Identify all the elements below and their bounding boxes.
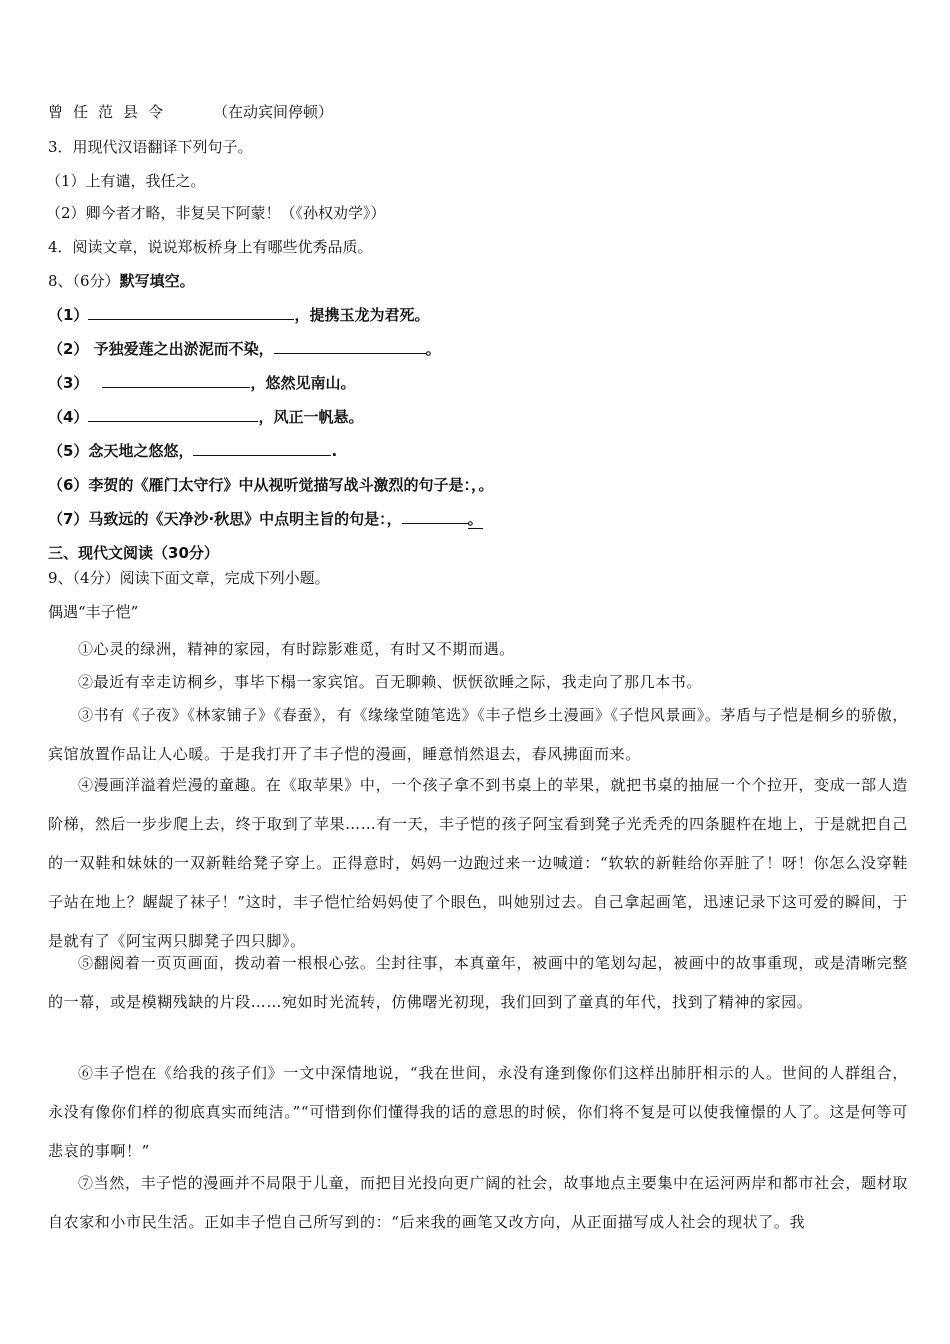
- pre-line: [48, 102, 908, 122]
- q8-item-4: [48, 407, 908, 427]
- answer-blank-1[interactable]: [88, 305, 294, 320]
- q3-item-2: （2）卿今者才略，非复吴下阿蒙！（《孙权劝学》）: [46, 204, 386, 222]
- q8-item-1-suffix: ，提携玉龙为君死。: [294, 306, 430, 324]
- q8-item-5-suffix: .: [331, 442, 338, 460]
- pre-note: （在动宾间停顿）: [213, 103, 334, 121]
- q8-item-1: [48, 305, 908, 325]
- article-paragraph-6: ⑥丰子恺在《给我的孩子们》一文中深情地说，“我在世间，永没有逢到像你们这样出肺肝相示的人。世间的人群组合，永没有像你们样的彻底真实而纯洁。”“可惜到你们懂得我的话的意思的时候，你们将不复是可以使我憧憬的人了。这是何等可悲哀的事啊！”: [48, 1064, 908, 1160]
- q8-title: 默写填空。: [119, 272, 195, 290]
- q8-item-5: [48, 441, 908, 461]
- article-title: 偶遇“丰子恺”: [48, 603, 139, 621]
- q8-item-6-text: （6）李贺的《雁门太守行》中从视听觉描写战斗激烈的句子是：，。: [48, 476, 494, 494]
- answer-blank-2[interactable]: [274, 339, 426, 354]
- pre-phrase: 曾任范县令: [48, 103, 174, 121]
- q8-item-7-suffix: 。: [467, 510, 483, 528]
- article-paragraph-2: ②最近有幸走访桐乡，事毕下榻一家宾馆。百无聊赖、恹恹欲睡之际，我走向了那几本书。: [78, 673, 703, 691]
- q8-item-7: [48, 509, 908, 529]
- q8-item-4-prefix: （4）: [48, 408, 89, 426]
- q8-item-2: [48, 339, 908, 359]
- q8-item-3-prefix: （3）: [48, 374, 89, 392]
- q8-item-2-suffix: 。: [425, 340, 441, 358]
- article-paragraph-4: ④漫画洋溢着烂漫的童趣。在《取苹果》中，一个孩子拿不到书桌上的苹果，就把书桌的抽屉一个个拉开，变成一部人造阶梯，然后一步步爬上去，终于取到了苹果……有一天，丰子恺的孩子阿宝看到凳子光秃秃的四条腿杵在地上，于是就把自己的一双鞋和妹妹的一双新鞋给凳子穿上。正得意时，妈妈一边跑过来一边喊道：“软软的新鞋给你弄脏了！呀！你怎么没穿鞋子站在地上？龌龊了袜子！”这时，丰子恺忙给妈妈使了个眼色，叫她别过去。自己拿起画笔，迅速记录下这可爱的瞬间，于是就有了《阿宝两只脚凳子四只脚》。: [48, 776, 908, 950]
- answer-blank-3[interactable]: [102, 373, 250, 388]
- q8-item-6: [48, 475, 908, 495]
- q8-heading: [48, 271, 908, 291]
- q8-item-4-suffix: ，风正一帆悬。: [258, 408, 364, 426]
- q8-item-3-suffix: ，悠然见南山。: [250, 374, 356, 392]
- q4-title: 4．阅读文章，说说郑板桥身上有哪些优秀品质。: [48, 238, 373, 256]
- q8-item-7-prefix: （7）马致远的《天净沙·秋思》中点明主旨的句是：，: [48, 510, 402, 528]
- answer-blank-7[interactable]: [402, 509, 468, 524]
- q8-item-3: [48, 373, 908, 393]
- q8-num: 8、（6分）: [48, 272, 120, 290]
- q8-item-5-prefix: （5）念天地之悠悠，: [48, 442, 194, 460]
- q8-item-1-prefix: （1）: [48, 306, 89, 324]
- q3-title: 3．用现代汉语翻译下列句子。: [48, 138, 253, 156]
- article-paragraph-5: ⑤翻阅着一页页画面，拨动着一根根心弦。尘封往事，本真童年，被画中的笔划勾起，被画中的故事重现，或是清晰完整的一幕，或是模糊残缺的片段……宛如时光流转，仿佛曙光初现，我们回到了童真的年代，找到了精神的家园。: [48, 954, 908, 1011]
- article-paragraph-7: ⑦当然，丰子恺的漫画并不局限于儿童，而把目光投向更广阔的社会，故事地点主要集中在运河两岸和都市社会，题材取自农家和小市民生活。正如丰子恺自己所写到的：“后来我的画笔又改方向，从正面描写成人社会的现状了。我: [48, 1174, 908, 1231]
- section3-title: 三、现代文阅读（30分）: [48, 544, 219, 562]
- q9-title: 9、（4分）阅读下面文章，完成下列小题。: [48, 569, 330, 587]
- article-paragraph-1: ①心灵的绿洲，精神的家园，有时踪影难觅，有时又不期而遇。: [78, 640, 515, 658]
- q3-item-1: （1）上有谴，我任之。: [46, 172, 206, 190]
- article-paragraph-3: ③书有《子夜》《林家铺子》《春蚕》，有《缘缘堂随笔选》《丰子恺乡土漫画》《子恺风景画》。茅盾与子恺是桐乡的骄傲，宾馆放置作品让人心暖。于是我打开了丰子恺的漫画，睡意悄然退去，春风拂面而来。: [48, 706, 908, 763]
- q8-item-2-prefix: （2） 予独爱莲之出淤泥而不染，: [48, 340, 274, 358]
- answer-blank-5[interactable]: [193, 441, 331, 456]
- answer-blank-4[interactable]: [88, 407, 258, 422]
